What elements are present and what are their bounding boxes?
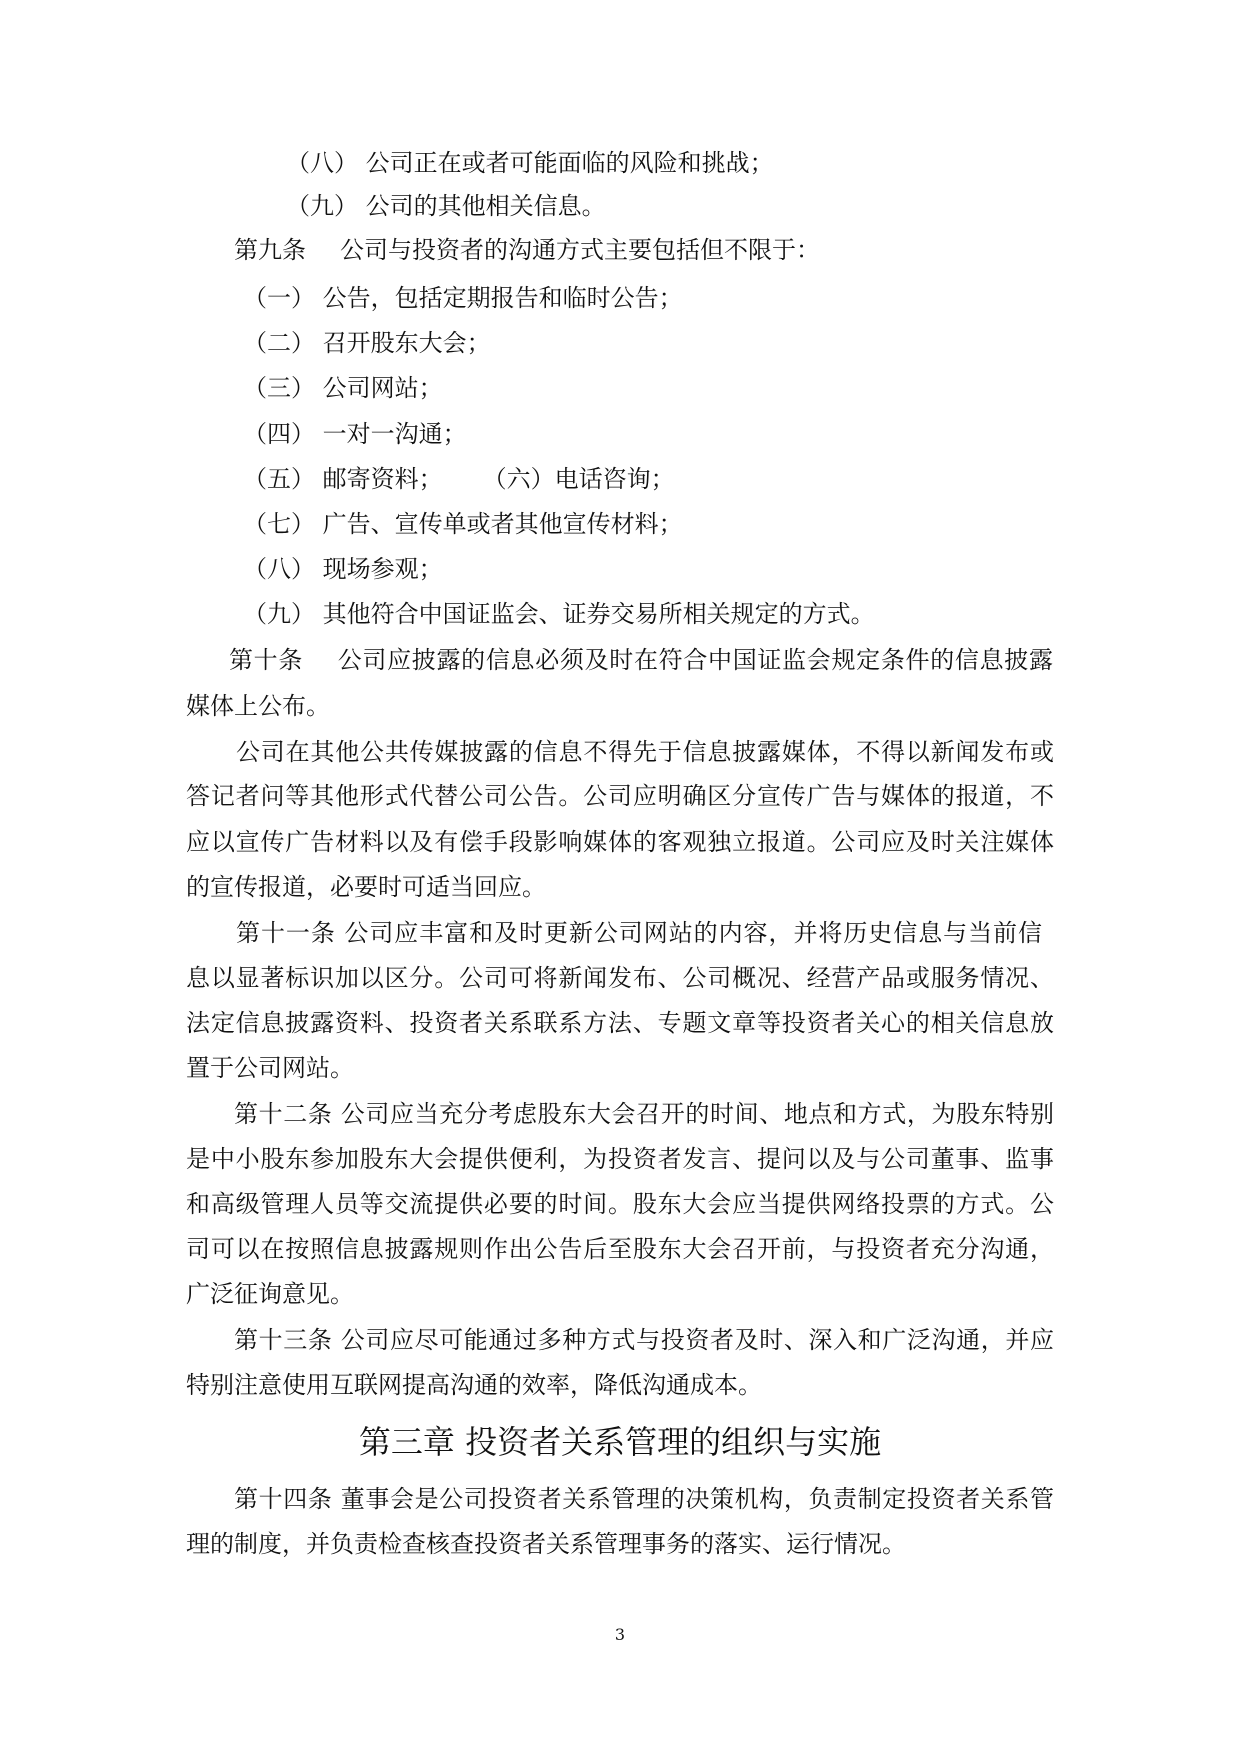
list-item-3: （三） 公司网站； <box>243 374 443 402</box>
page-number: 3 <box>614 1625 626 1644</box>
paragraph-line: 是中小股东参加股东大会提供便利，为投资者发言、提问以及与公司董事、监事 <box>186 1145 1054 1173</box>
article-number: 第九条 <box>234 236 306 264</box>
paragraph-line: 第十三条 公司应尽可能通过多种方式与投资者及时、深入和广泛沟通，并应 <box>234 1326 1054 1354</box>
paragraph-line: 特别注意使用互联网提高沟通的效率，降低沟通成本。 <box>186 1371 762 1399</box>
article-text: 公司与投资者的沟通方式主要包括但不限于： <box>340 236 820 264</box>
paragraph-line: 理的制度，并负责检查核查投资者关系管理事务的落实、运行情况。 <box>186 1530 906 1558</box>
list-item-8: （八） 公司正在或者可能面临的风险和挑战； <box>286 149 774 177</box>
paragraph-line: 息以显著标识加以区分。公司可将新闻发布、公司概况、经营产品或服务情况、 <box>186 964 1054 992</box>
paragraph-line: 法定信息披露资料、投资者关系联系方法、专题文章等投资者关心的相关信息放 <box>186 1009 1054 1037</box>
list-item-1: （一） 公告，包括定期报告和临时公告； <box>243 284 683 312</box>
article-10-line-2: 媒体上公布。 <box>186 692 330 720</box>
paragraph-line: 广泛征询意见。 <box>186 1280 354 1308</box>
paragraph-line: 司可以在按照信息披露规则作出公告后至股东大会召开前，与投资者充分沟通， <box>186 1235 1054 1263</box>
paragraph-line: 第十四条 董事会是公司投资者关系管理的决策机构，负责制定投资者关系管 <box>234 1485 1054 1513</box>
list-item-8b: （八） 现场参观； <box>243 555 443 583</box>
article-text: 公司应披露的信息必须及时在符合中国证监会规定条件的信息披露 <box>337 646 1053 674</box>
article-number: 第十条 <box>229 646 304 674</box>
article-10-line-1 <box>229 644 1053 676</box>
paragraph-line: 应以宣传广告材料以及有偿手段影响媒体的客观独立报道。公司应及时关注媒体 <box>186 828 1054 856</box>
list-item-5: （五） 邮寄资料； <box>243 465 443 493</box>
paragraph-line: 第十二条 公司应当充分考虑股东大会召开的时间、地点和方式，为股东特别 <box>234 1100 1054 1128</box>
paragraph-line: 置于公司网站。 <box>186 1054 354 1082</box>
article-9-heading <box>234 234 820 266</box>
paragraph-line: 答记者问等其他形式代替公司公告。公司应明确区分宣传广告与媒体的报道，不 <box>186 782 1054 810</box>
list-item-5-6 <box>243 463 675 495</box>
list-item-2: （二） 召开股东大会； <box>243 329 491 357</box>
list-item-4: （四） 一对一沟通； <box>243 420 467 448</box>
list-item-6: （六）电话咨询； <box>482 465 675 493</box>
list-item-9b: （九） 其他符合中国证监会、证券交易所相关规定的方式。 <box>243 600 875 628</box>
paragraph-line: 的宣传报道，必要时可适当回应。 <box>186 873 546 901</box>
paragraph-line: 第十一条 公司应丰富和及时更新公司网站的内容，并将历史信息与当前信 <box>236 919 1042 947</box>
chapter-title: 第三章 投资者关系管理的组织与实施 <box>358 1423 882 1461</box>
paragraph-line: 公司在其他公共传媒披露的信息不得先于信息披露媒体，不得以新闻发布或 <box>236 738 1054 766</box>
paragraph-line: 和高级管理人员等交流提供必要的时间。股东大会应当提供网络投票的方式。公 <box>186 1190 1054 1218</box>
list-item-7: （七） 广告、宣传单或者其他宣传材料； <box>243 510 683 538</box>
list-item-9: （九） 公司的其他相关信息。 <box>286 192 606 220</box>
